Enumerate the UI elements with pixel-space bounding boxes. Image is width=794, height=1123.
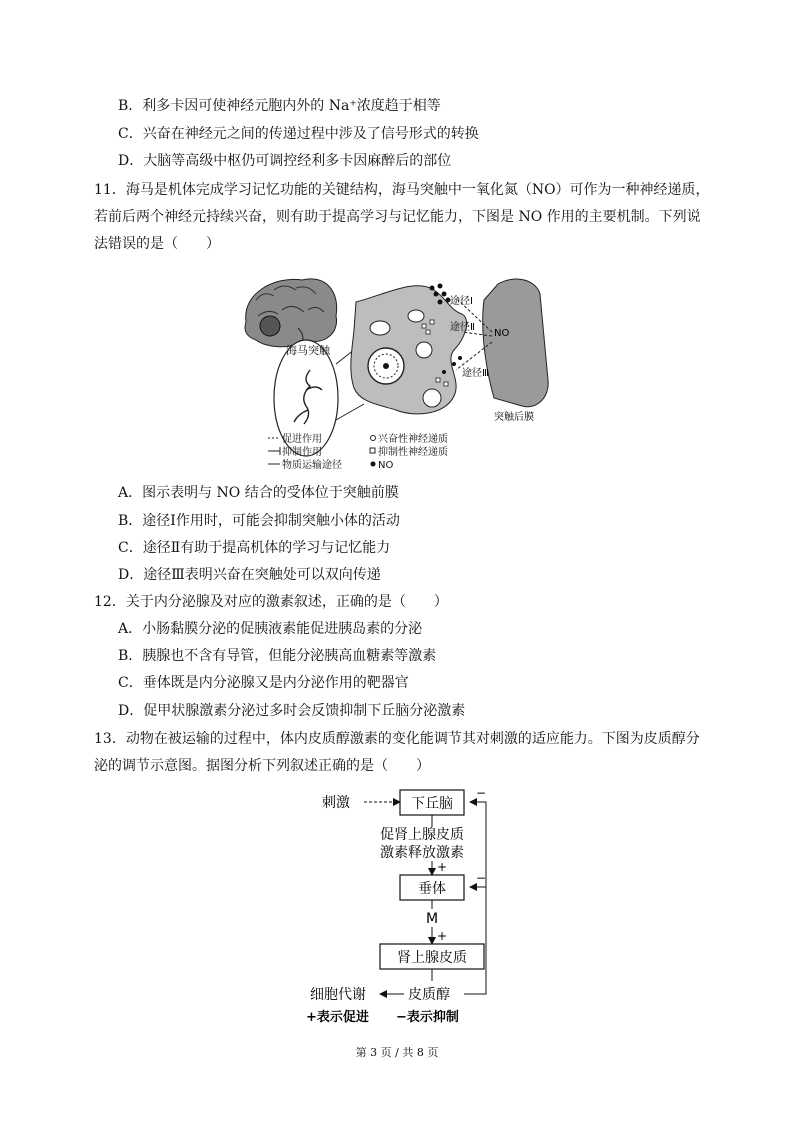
page-number: 第 3 页 / 共 8 页 xyxy=(355,1046,439,1059)
crh-line2: 激素释放激素 xyxy=(380,845,464,861)
q10-option-c: C．兴奋在神经元之间的传递过程中涉及了信号形式的转换 xyxy=(118,126,479,142)
no-label: NO xyxy=(494,328,510,339)
q11-no-mechanism-figure xyxy=(236,270,566,476)
q13-stem-line2: 泌的调节示意图。据图分析下列叙述正确的是（ ） xyxy=(94,758,430,774)
crh-line1: 促肾上腺皮质 xyxy=(380,827,464,843)
legend-no: NO xyxy=(378,460,394,471)
legend-transport: 物质运输途径 xyxy=(282,460,342,471)
q13-stem-line1: 13．动物在被运输的过程中，体内皮质醇激素的变化能调节其对刺激的适应能力。下图为皮质醇分 xyxy=(94,731,700,747)
q10-option-d: D．大脑等高级中枢仍可调控经利多卡因麻醉后的部位 xyxy=(118,153,452,169)
cell-metabolism-label: 细胞代谢 xyxy=(310,987,366,1003)
plus-sign-2: + xyxy=(437,929,448,943)
plus-sign-1: + xyxy=(437,860,448,874)
figure-legend xyxy=(268,432,448,471)
q10-option-b: B．利多卡因可使神经元胞内外的 Na⁺浓度趋于相等 xyxy=(118,98,441,114)
legend-excitatory: 兴奋性神经递质 xyxy=(378,434,448,445)
legend-plus: +表示促进 xyxy=(306,1010,369,1025)
minus-sign-1: − xyxy=(476,786,487,800)
q11-option-d: D．途径Ⅲ表明兴奋在突触处可以双向传递 xyxy=(118,567,381,583)
q11-stem-line2: 若前后两个神经元持续兴奋，则有助于提高学习与记忆能力，下图是 NO 作用的主要机制。下列说 xyxy=(94,209,701,225)
q11-stem-line3: 法错误的是（ ） xyxy=(94,236,220,252)
q13-cortisol-regulation-figure xyxy=(300,785,500,1030)
legend-inhibitory: 抑制性神经递质 xyxy=(378,447,448,458)
minus-sign-2: − xyxy=(476,871,487,885)
pathway-2-label: 途径Ⅱ xyxy=(450,322,475,333)
pathway-3-label: 途径Ⅲ xyxy=(462,368,489,379)
postsynaptic-membrane xyxy=(483,279,548,407)
adrenal-cortex-label: 肾上腺皮质 xyxy=(397,950,467,966)
legend-minus: −表示抑制 xyxy=(396,1010,459,1025)
q12-stem: 12．关于内分泌腺及对应的激素叙述，正确的是（ ） xyxy=(94,594,448,610)
brain-illustration xyxy=(245,279,337,350)
postsynaptic-label: 突触后膜 xyxy=(494,412,534,423)
m-label: M xyxy=(426,911,439,927)
cortisol-label: 皮质醇 xyxy=(408,987,450,1003)
q12-option-b: B．胰腺也不含有导管，但能分泌胰高血糖素等激素 xyxy=(118,648,437,664)
q11-option-c: C．途径Ⅱ有助于提高机体的学习与记忆能力 xyxy=(118,540,391,556)
legend-promote: 促进作用 xyxy=(282,434,322,445)
legend-inhibit: 抑制作用 xyxy=(282,447,322,458)
q12-option-d: D．促甲状腺激素分泌过多时会反馈抑制下丘脑分泌激素 xyxy=(118,703,466,719)
pituitary-label: 垂体 xyxy=(418,881,446,897)
q11-option-a: A．图示表明与 NO 结合的受体位于突触前膜 xyxy=(118,485,399,501)
stimulus-label: 刺激 xyxy=(322,795,350,811)
pathway-1-label: 途径Ⅰ xyxy=(450,296,473,307)
q11-option-b: B．途径Ⅰ作用时，可能会抑制突触小体的活动 xyxy=(118,513,400,529)
q11-stem-line1: 11．海马是机体完成学习记忆功能的关键结构，海马突触中一氧化氮（NO）可作为一种神经递质， xyxy=(94,182,710,198)
q12-option-c: C．垂体既是内分泌腺又是内分泌作用的靶器官 xyxy=(118,675,409,691)
hypothalamus-label: 下丘脑 xyxy=(411,796,453,812)
q12-option-a: A．小肠黏膜分泌的促胰液素能促进胰岛素的分泌 xyxy=(118,621,423,637)
hippocampal-synapse-label: 海马突触 xyxy=(286,344,330,357)
